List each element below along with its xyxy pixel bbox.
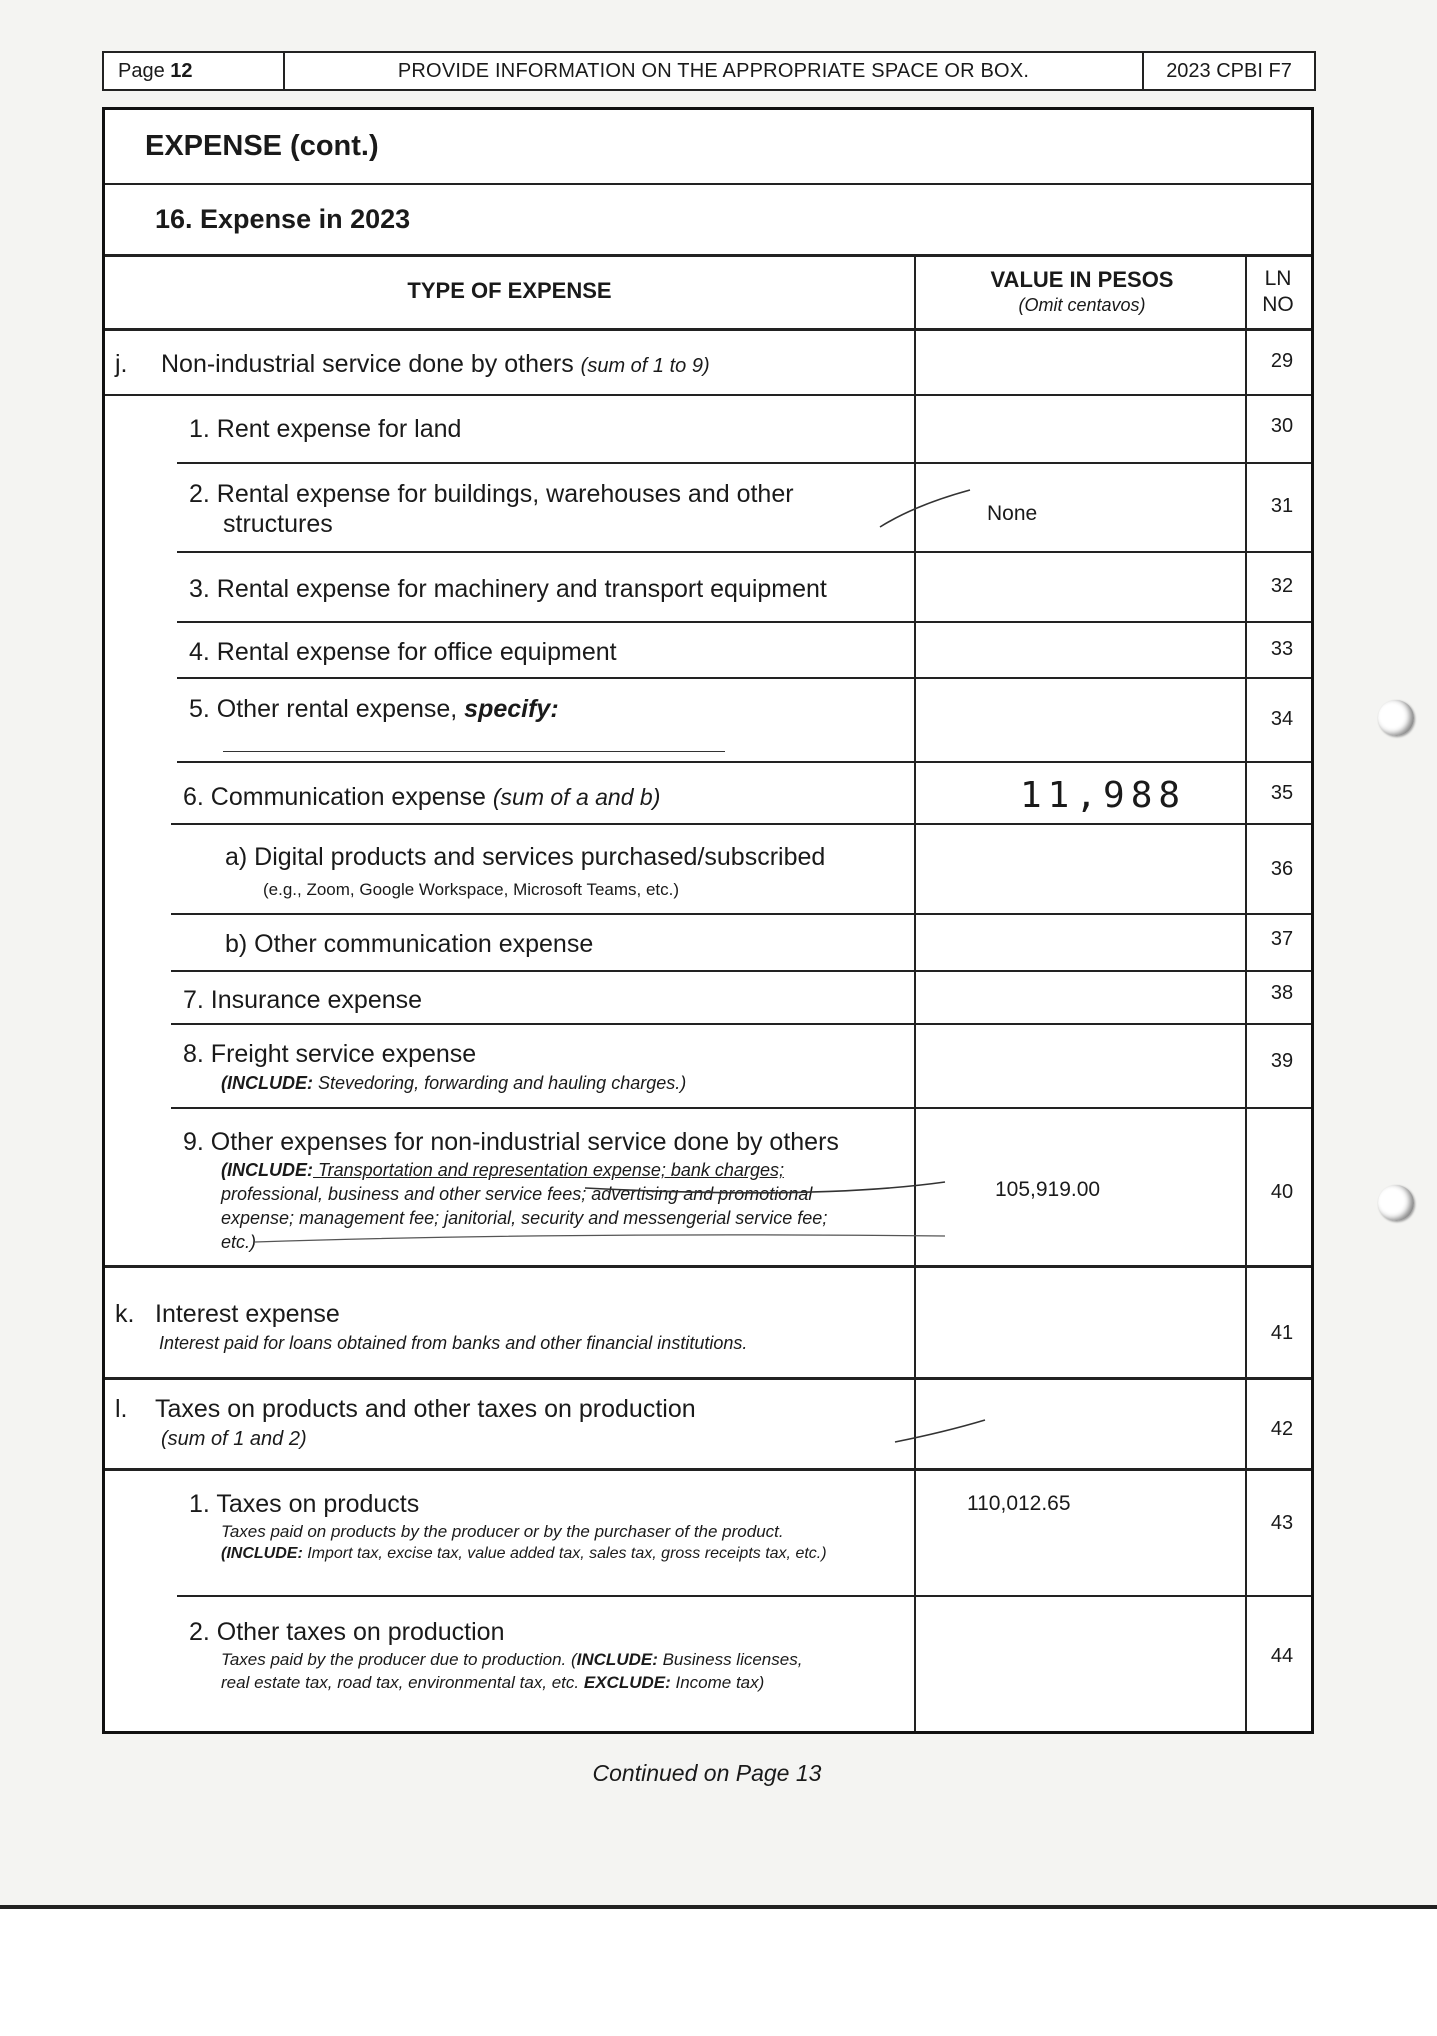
row-2-label-line2: structures [223,510,333,538]
continued-footer: Continued on Page 13 [592,1760,822,1786]
column-header-value: VALUE IN PESOS [990,267,1174,292]
section-title: EXPENSE (cont.) [145,130,379,162]
row-1-label: 1. Rent expense for land [189,415,462,443]
instruction-text: PROVIDE INFORMATION ON THE APPROPRIATE SPACE OR BOX. [285,53,1144,89]
row-l1-note-line1: Taxes paid on products by the producer or by the purchaser of the product. [221,1522,784,1541]
page-number-box: Page 12 [104,53,285,89]
ln-32: 32 [1270,575,1294,597]
row-5-label: 5. Other rental expense, specify: [189,695,559,723]
ln-30: 30 [1270,415,1294,437]
ln-31: 31 [1270,495,1294,517]
column-header-type: TYPE OF EXPENSE [407,278,612,303]
ln-33: 33 [1270,638,1294,660]
row-l2-note-line2: real estate tax, road tax, environmental tax, etc. EXCLUDE: Income tax) [221,1673,765,1692]
ln-29: 29 [1270,350,1294,372]
row-l1-note-line2: (INCLUDE: Import tax, excise tax, value added tax, sales tax, gross receipts tax, etc.) [221,1545,827,1562]
value-31: None [987,502,1038,525]
column-header-no: NO [1262,293,1294,316]
scan-background [0,1909,1437,2036]
form-code: 2023 CPBI F7 [1166,59,1292,82]
handwritten-bracket-stroke [255,1170,955,1250]
ln-41: 41 [1270,1322,1294,1344]
row-6a-label: a) Digital products and services purchased/subscribed [225,843,826,871]
row-7-label: 7. Insurance expense [183,986,423,1014]
ln-34: 34 [1270,708,1294,730]
ln-37: 37 [1270,928,1294,950]
binder-hole [1378,700,1414,736]
row-9-note-line3: expense; management fee; janitorial, security and messengerial service fee; [221,1208,828,1228]
row-6a-note: (e.g., Zoom, Google Workspace, Microsoft Teams, etc.) [263,880,680,899]
handwritten-dash-stroke [885,1410,995,1450]
specify-line [223,751,725,752]
ln-43: 43 [1270,1512,1294,1534]
value-40: 105,919.00 [995,1178,1101,1201]
page-header [102,51,1316,91]
ln-39: 39 [1270,1050,1294,1072]
value-35-handwritten: 11,988 [1020,775,1187,816]
row-l2-label: 2. Other taxes on production [189,1618,505,1646]
row-l-note: (sum of 1 and 2) [161,1428,307,1450]
row-3-label: 3. Rental expense for machinery and transport equipment [189,575,827,603]
row-4-label: 4. Rental expense for office equipment [189,638,617,666]
column-header-ln: LN [1264,267,1292,290]
expense-form-table: EXPENSE (cont.) 16. Expense in 2023 TYPE OF EXPENSE VALUE IN PESOS (Omit centavos) LN NO j. Non-industrial service done by others (sum of 1 to 9) 29 1. Rent expense for land 30 2. Rental expense for buildings, warehouses and other structures None 31 3. Rental expense for machinery and transport equipment 32 4. Rental expense for office equipment 33 5. Other rental expense, specify: 34 6. Communication expense (sum of a and b) 11,988 35 a) Digital products and services purchased/subscribed (e.g., Zoom, Google Workspace, Microsoft Teams, etc.) 36 b) Other communication expense 37 7. Insurance expense 38 8. Freight service expense (INCLUDE: Stevedoring, forwarding and hauling charges.) 39 9. Other expenses for non-industrial service done by others (INCLUDE: Transportation and representation expense; bank charges; professional, business and other service fees; advertising and promotional expense; management fee; janitorial, security and messengerial service fee; etc.) 105,919.00 40 k. Interest expense Interest paid for loans obtained from banks and other financial institutions. 41 l. Taxes on products and other taxes on production (sum of 1 and 2) 42 1. Taxes on products Taxes paid on products by the producer or by the purchaser of the product. (INCLUDE: Import tax, excise tax, value added tax, sales tax, gross receipts tax, etc.) 110,012.65 43 2. Other taxes on production Taxes paid by the producer due to production. (INCLUDE: Business licenses, real estate tax, road tax, environmental tax, etc. EXCLUDE: Income tax) 44 [102,107,1314,1734]
row-6b-label: b) Other communication expense [225,930,594,958]
row-8-label: 8. Freight service expense [183,1040,477,1068]
handwritten-stroke [875,485,975,535]
row-l2-note-line1: Taxes paid by the producer due to production. (INCLUDE: Business licenses, [221,1650,803,1669]
ln-40: 40 [1270,1181,1294,1203]
row-l-label: Taxes on products and other taxes on production [155,1395,696,1423]
subsection-title: 16. Expense in 2023 [155,204,411,234]
value-43: 110,012.65 [967,1492,1071,1515]
binder-hole [1378,1185,1414,1221]
row-k-label: Interest expense [155,1300,340,1328]
ln-35: 35 [1270,782,1294,804]
row-9-label: 9. Other expenses for non-industrial service done by others [183,1128,839,1156]
ln-42: 42 [1270,1418,1294,1440]
row-9-note-line2: professional, business and other service fees; advertising and promotional [221,1184,813,1204]
page-number: 12 [170,59,193,82]
row-2-label-line1: 2. Rental expense for buildings, warehouses and other [189,480,794,508]
ln-36: 36 [1270,858,1294,880]
row-6-label: 6. Communication expense (sum of a and b) [183,783,661,811]
ln-38: 38 [1270,982,1294,1004]
column-header-value-note: (Omit centavos) [1018,295,1146,315]
row-j-label: Non-industrial service done by others (sum of 1 to 9) [161,350,710,378]
ln-44: 44 [1270,1645,1294,1667]
row-k-note: Interest paid for loans obtained from banks and other financial institutions. [159,1333,748,1353]
row-9-note-line1: (INCLUDE: Transportation and representation expense; bank charges; [221,1160,784,1180]
row-8-note: (INCLUDE: Stevedoring, forwarding and hauling charges.) [221,1073,687,1093]
row-9-note-line4: etc.) [221,1232,257,1252]
row-l1-label: 1. Taxes on products [189,1490,420,1518]
